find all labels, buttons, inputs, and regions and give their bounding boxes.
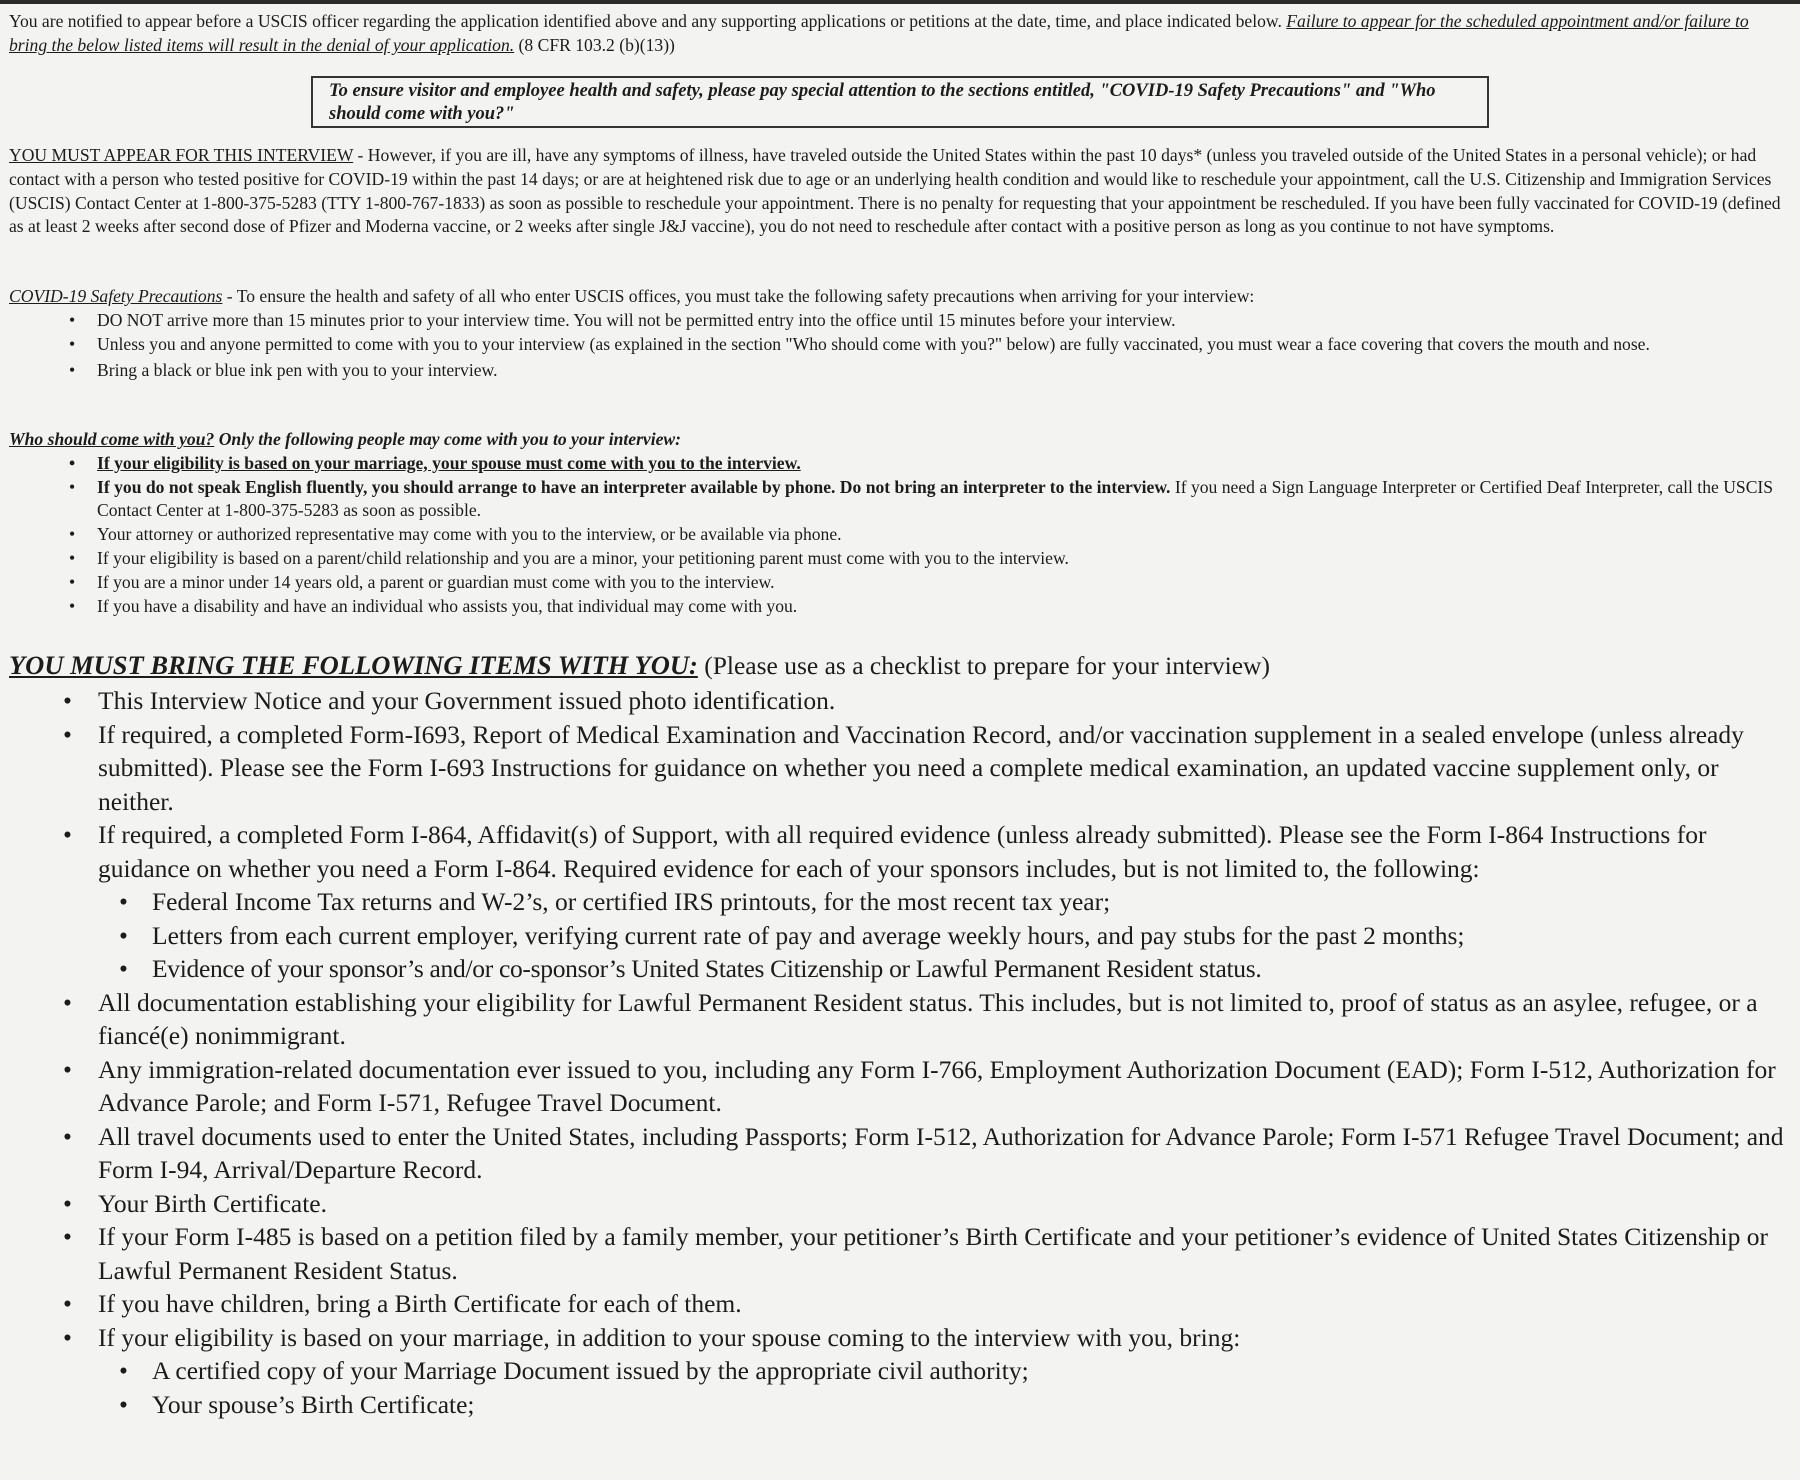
list-item: • Evidence of your sponsor’s and/or co-sponsor’s United States Citizenship or Lawful Permanent Resident status. [9, 952, 1789, 986]
list-item: • If you have children, bring a Birth Certificate for each of them. [9, 1287, 1789, 1321]
bring-heading-line [9, 648, 1789, 683]
bring-checklist [9, 684, 1789, 1421]
list-item: • Any immigration-related documentation ever issued to you, including any Form I-766, Employment Authorization Document (EAD); Form I-512, Authorization for Advance Parole; and Form I-571, Refugee Travel Document. [9, 1053, 1789, 1120]
who-interpreter-rest: If you need a Sign Language Interpreter or Certified Deaf Interpreter, call the USCIS Contact Center at 1-800-375-5283 as soon as possible. [97, 476, 1774, 521]
list-item: • Letters from each current employer, verifying current rate of pay and average weekly hours, and pay stubs for the past 2 months; [9, 919, 1789, 953]
list-item: • Unless you and anyone permitted to come with you to your interview (as explained in the section "Who should come with you?" below) are fully vaccinated, you must wear a face covering that covers the mouth and nose. [9, 333, 1789, 357]
list-item: • If your Form I-485 is based on a petition filed by a family member, your petitioner’s Birth Certificate and your petitioner’s evidence of United States Citizenship or Lawful Permanent Resident Status. [9, 1220, 1789, 1287]
who-list [9, 452, 1789, 619]
covid-heading: COVID-19 Safety Precautions [9, 286, 223, 306]
list-item [9, 476, 1789, 524]
list-item: • If your eligibility is based on your marriage, your spouse must come with you to the interview. [9, 452, 1789, 476]
list-item: • If you are a minor under 14 years old, a parent or guardian must come with you to the interview. [9, 571, 1789, 595]
who-heading: Who should come with you? [9, 429, 215, 449]
notice-citation: (8 CFR 103.2 (b)(13)) [514, 34, 675, 55]
notice-paragraph [9, 10, 1789, 58]
list-item: • Your attorney or authorized representative may come with you to the interview, or be available via phone. [9, 523, 1789, 547]
list-item: • If you have a disability and have an individual who assists you, that individual may come with you. [9, 595, 1789, 619]
list-item: • If required, a completed Form-I693, Report of Medical Examination and Vaccination Record, and/or vaccination supplement in a sealed envelope (unless already submitted). Please see the Form I-693 Instructions for guidance on whether you need a complete medical examination, an updated vaccine supplement only, or neither. [9, 718, 1789, 819]
list-item: • If your eligibility is based on a parent/child relationship and you are a minor, your petitioning parent must come with you to the interview. [9, 547, 1789, 571]
list-item: • Bring a black or blue ink pen with you to your interview. [9, 359, 1789, 383]
covid-intro: - To ensure the health and safety of all who enter USCIS offices, you must take the following safety precautions when arriving for your interview: [222, 286, 1255, 306]
list-item: • If your eligibility is based on your marriage, in addition to your spouse coming to the interview with you, bring: [9, 1321, 1789, 1355]
list-item: • All travel documents used to enter the United States, including Passports; Form I-512, Authorization for Advance Parole; Form I-571 Refugee Travel Document; and Form I-94, Arrival/Departure Record. [9, 1120, 1789, 1187]
list-item: • This Interview Notice and your Government issued photo identification. [9, 684, 1789, 718]
list-item: • Federal Income Tax returns and W-2’s, or certified IRS printouts, for the most recent tax year; [9, 885, 1789, 919]
list-item: • DO NOT arrive more than 15 minutes prior to your interview time. You will not be permitted entry into the office until 15 minutes before your interview. [9, 309, 1789, 333]
list-item: • All documentation establishing your eligibility for Lawful Permanent Resident status. This includes, but is not limited to, proof of status as an asylee, refugee, or a fiancé(e) nonimmigrant. [9, 986, 1789, 1053]
notice-warning: Failure to appear for the scheduled appointment and/or failure to bring the below listed items will result in the denial of your application. [9, 11, 1749, 55]
who-section [9, 428, 1789, 618]
list-item: • Your Birth Certificate. [9, 1187, 1789, 1221]
top-rule [0, 0, 1800, 4]
covid-section [9, 285, 1789, 383]
bring-heading: YOU MUST BRING THE FOLLOWING ITEMS WITH YOU: [9, 650, 698, 680]
who-intro: Only the following people may come with you to your interview: [214, 429, 682, 449]
covid-intro-line [9, 285, 1789, 309]
appear-heading: YOU MUST APPEAR FOR THIS INTERVIEW [9, 145, 354, 165]
list-item: • If required, a completed Form I-864, Affidavit(s) of Support, with all required evidence (unless already submitted). Please see the Form I-864 Instructions for guidance on whether you need a Form I-864. Required evidence for each of your sponsors includes, but is not limited to, the following: [9, 818, 1789, 885]
who-interpreter-bold: If you do not speak English fluently, you should arrange to have an interpreter available by phone. Do not bring an interpreter to the interview. [97, 476, 1171, 497]
who-intro-line [9, 428, 1789, 452]
list-item: • Your spouse’s Birth Certificate; [9, 1388, 1789, 1422]
bring-subheading: (Please use as a checklist to prepare for your interview) [697, 651, 1270, 680]
appear-body: - However, if you are ill, have any symptoms of illness, have traveled outside the United States within the past 10 days* (unless you traveled outside of the United States in a personal vehicle); or had contact with a person who tested positive for COVID-19 within the past 14 days; or are at heightened risk due to age or an underlying health condition and would like to reschedule your appointment, call the U.S. Citizenship and Immigration Services (USCIS) Contact Center at 1-800-375-5283 (TTY 1-800-767-1833) as soon as possible to reschedule your appointment. There is no penalty for requesting that your appointment be rescheduled. If you have been fully vaccinated for COVID-19 (defined as at least 2 weeks after second dose of Pfizer and Moderna vaccine, or 2 weeks after single J&J vaccine), you do not need to reschedule after contact with a positive person as long as you continue to not have symptoms. [9, 145, 1781, 237]
notice-text: You are notified to appear before a USCIS officer regarding the application identified above and any supporting applications or petitions at the date, time, and place indicated below. [9, 11, 1287, 31]
appear-paragraph [9, 144, 1789, 239]
list-item: • A certified copy of your Marriage Document issued by the appropriate civil authority; [9, 1354, 1789, 1388]
health-safety-callout: To ensure visitor and employee health and safety, please pay special attention to the sections entitled, "COVID-19 Safety Precautions" and "Who should come with you?" [311, 76, 1489, 128]
covid-list [9, 309, 1789, 383]
